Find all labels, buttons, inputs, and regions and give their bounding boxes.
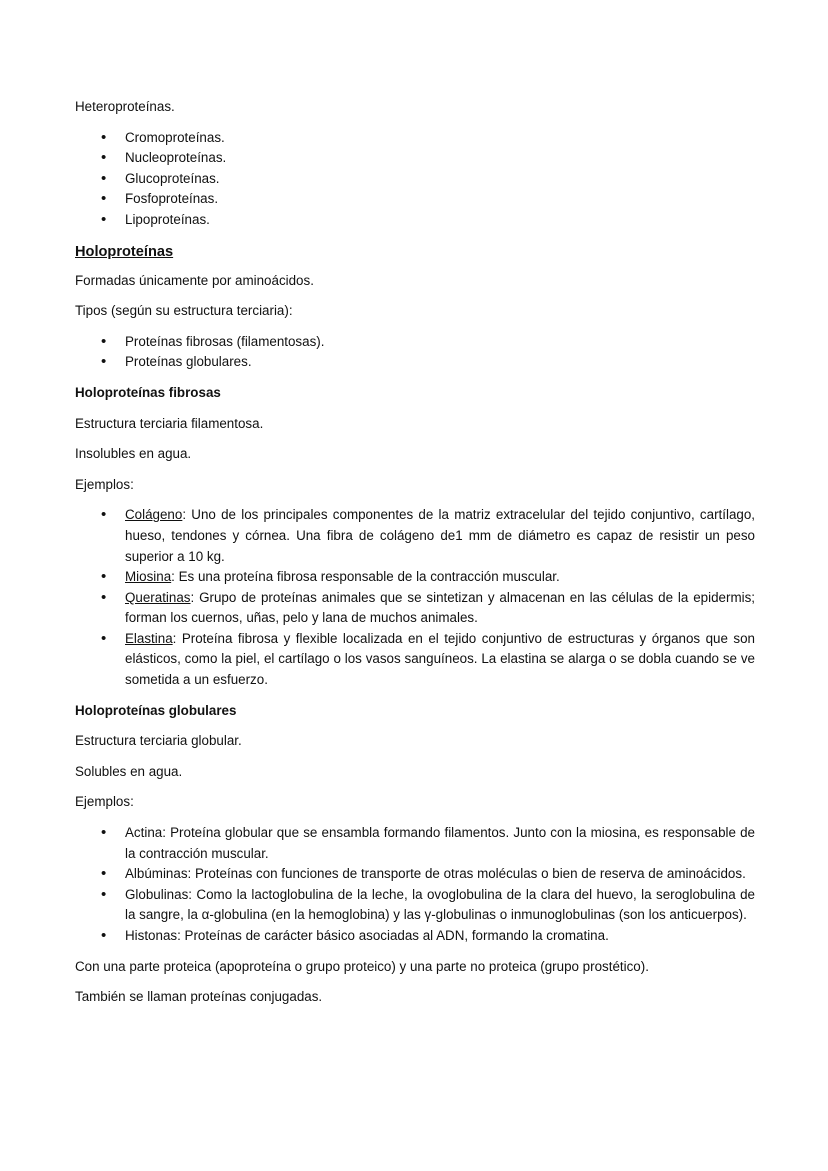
list-item [75,505,755,567]
list-item: • Nucleoproteínas. [75,148,755,169]
list-item: • Lipoproteínas. [75,210,755,231]
list-item: • Cromoproteínas. [75,128,755,149]
list-item: • Proteínas globulares. [75,352,755,373]
paragraph: Estructura terciaria filamentosa. [75,415,264,431]
paragraph: Estructura terciaria globular. [75,733,242,749]
list-item: • Glucoproteínas. [75,169,755,190]
term: Queratinas [125,589,191,605]
list-item: • Actina: Proteína globular que se ensambla formando filamentos. Junto con la miosina, es responsable de la contracción muscular. [75,823,755,864]
holo-types-list [75,332,755,373]
holoproteinas-heading: Holoproteínas [75,243,174,260]
paragraph: Tipos (según su estructura terciaria): [75,303,293,319]
paragraph: Insolubles en agua. [75,446,192,462]
paragraph: Ejemplos: [75,476,134,492]
fibrosas-heading: Holoproteínas fibrosas [75,384,221,400]
fibrosas-examples-list [75,505,755,690]
term: Miosina [125,569,172,585]
list-item: • Fosfoproteínas. [75,189,755,210]
paragraph: Formadas únicamente por aminoácidos. [75,272,314,288]
list-item [75,567,755,588]
hetero-types-list [75,128,755,231]
description: : Uno de los principales componentes de la matriz extracelular del tejido conjuntivo, cartílago, hueso, tendones y córnea. Una fibra de colágeno de1 mm de diámetro es capaz de resistir un peso superior a 10 kg. [125,507,755,564]
description: : Proteína fibrosa y flexible localizada en el tejido conjuntivo de estructuras y órganos que son elásticos, como la piel, el cartílago o los vasos sanguíneos. La elastina se alarga o se dobla cuando se ve sometida a un esfuerzo. [125,630,755,688]
list-item: • Albúminas: Proteínas con funciones de transporte de otras moléculas o bien de reserva de aminoácidos. [75,864,755,885]
description: : Grupo de proteínas animales que se sintetizan y almacenan en las células de la epidermis; forman los cuernos, uñas, pelo y lana de muchos animales. [125,589,755,626]
heteroproteinas-title: Heteroproteínas. [75,99,175,114]
list-item: • Proteínas fibrosas (filamentosas). [75,332,755,353]
paragraph: Con una parte proteica (apoproteína o grupo proteico) y una parte no proteica (grupo prostético). [75,958,649,974]
document-page [75,97,755,1018]
description: : Es una proteína fibrosa responsable de la contracción muscular. [171,569,560,585]
list-item [75,588,755,629]
paragraph: Ejemplos: [75,794,134,810]
paragraph: También se llaman proteínas conjugadas. [75,989,323,1005]
globulares-examples-list [75,823,755,947]
paragraph: Solubles en agua. [75,763,183,779]
list-item: • Histonas: Proteínas de carácter básico asociadas al ADN, formando la cromatina. [75,926,755,947]
globulares-heading: Holoproteínas globulares [75,702,237,718]
term: Elastina [125,630,173,646]
list-item: • Globulinas: Como la lactoglobulina de la leche, la ovoglobulina de la clara del huevo, la seroglobulina de la sangre, la α-globulina (en la hemoglobina) y las γ-globulinas o inmunoglobulinas (son los anticuerpos). [75,885,755,926]
term: Colágeno [125,507,183,523]
list-item [75,629,755,691]
